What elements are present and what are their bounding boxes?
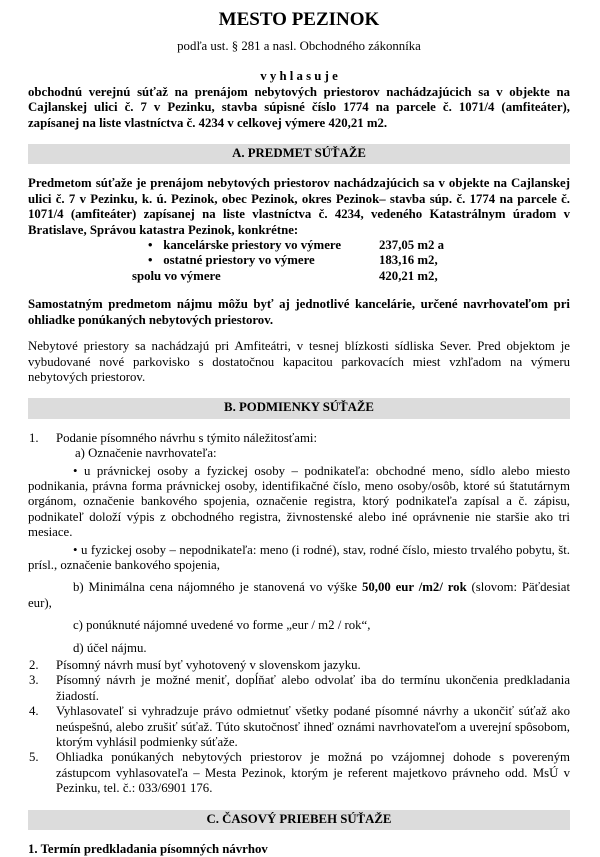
section-a-note: Nebytové priestory sa nachádzajú pri Amfiteátri, v tesnej blízkosti sídliska Sever. Pred objektom je vybudované nové parkovisko s dostatočnou kapacitou parkovacích miest vzhľadom na výmeru nebytových priestorov.	[28, 339, 570, 384]
item-1c: c) ponúknuté nájomné uvedené vo forme „eur / m2 / rok“,	[73, 618, 371, 633]
area-value: 183,16 m2,	[379, 253, 438, 268]
list-number: 1.	[29, 430, 39, 445]
item-1a: a) Označenie navrhovateľa:	[75, 446, 217, 461]
section-b-header	[28, 398, 570, 418]
item-1d: d) účel nájmu.	[73, 640, 147, 655]
intro-paragraph: obchodnú verejnú súťaž na prenájom nebytových priestorov nachádzajúcich sa v objekte na Cajlanskej ulici č. 7 v Pezinku, stavba súpisné číslo 1774 na parcele č. 1071/4 (amfiteáter), zapísanej na liste vlastníctva č. 4234 v celkovej výmere 420,21 m2.	[28, 84, 570, 130]
item-1a-bullet-natural: • u fyzickej osoby – nepodnikateľa: meno (i rodné), stav, rodné číslo, miesto trvalého pobytu, št. prísl., označenie bankového spojenia,	[28, 542, 570, 572]
doc-title: MESTO PEZINOK	[218, 9, 380, 30]
list-item-4	[28, 704, 570, 750]
section-a-paragraph: Predmetom súťaže je prenájom nebytových priestorov nachádzajúcich sa v objekte na Cajlanskej ulici č. 7 v Pezinku, k. ú. Pezinok, obec Pezinok, okres Pezinok– stavba súp. č. 1774 na parcele č. 1071/4 (amfiteáter) zapísanej na liste vlastníctva č. 4234, vedeného Katastrálnym úradom v Bratislave, Správou katastra Pezinok, konkrétne:	[28, 176, 570, 237]
list-item-1	[28, 431, 570, 446]
bullet-icon: •	[148, 238, 153, 253]
section-a-title: A. PREDMET SÚŤAŽE	[232, 146, 366, 161]
list-text: Vyhlasovateľ si vyhradzuje právo odmietnuť všetky podané písomné návrhy a ukončiť súťaž ako neúspešnú, alebo zrušiť súťaž. Túto skutočnosť ihneď oznámi navrhovateľom a uverejní spôsobom, ktorým vyhlásil podmienky súťaže.	[56, 704, 570, 750]
list-number: 4.	[29, 704, 39, 719]
section-a-header	[28, 144, 570, 164]
area-row-offices	[132, 238, 570, 253]
area-row-total	[132, 269, 570, 284]
item-1b-suffix: (slovom: Päťdesiat eur),	[28, 580, 570, 610]
bullet-icon: •	[148, 253, 153, 268]
list-item-2	[28, 658, 570, 673]
list-text: Písomný návrh musí byť vyhotovený v slovenskom jazyku.	[56, 658, 361, 672]
list-number: 5.	[29, 750, 39, 765]
section-a-note-bold: Samostatným predmetom nájmu môžu byť aj jednotlivé kancelárie, určené navrhovateľom pri ohliadke ponúkaných nebytových priestorov.	[28, 297, 570, 327]
item-1b	[28, 580, 570, 611]
section-c-heading-1: 1. Termín predkladania písomných návrhov	[28, 842, 268, 857]
area-row-other	[132, 253, 570, 268]
doc-subtitle: podľa ust. § 281 a nasl. Obchodného zákonníka	[177, 39, 421, 53]
list-text: Písomný návrh je možné meniť, dopĺňať alebo odvolať iba do termínu ukončenia predkladania žiadostí.	[56, 673, 570, 703]
list-text: Ohliadka ponúkaných nebytových priestorov je možná po vzájomnej dohode s povereným zástupcom vyhlasovateľa – Mesta Pezinok, ktorým je referent majetkovo právneho odd. MsÚ v Pezinku, tel. č.: 033/6901 176.	[56, 750, 570, 796]
list-text: Podanie písomného návrhu s týmito náležitosťami:	[56, 430, 318, 445]
list-item-3	[28, 673, 570, 704]
section-c-title: C. ČASOVÝ PRIEBEH SÚŤAŽE	[206, 811, 392, 826]
section-b-title: B. PODMIENKY SÚŤAŽE	[224, 400, 374, 415]
list-number: 2.	[29, 658, 39, 672]
list-item-5	[28, 750, 570, 796]
item-1b-price: 50,00 eur /m2/ rok	[361, 580, 467, 595]
area-label: spolu vo výmere	[132, 268, 221, 283]
announce-word: v y h l a s u j e	[260, 69, 338, 84]
area-list	[132, 238, 570, 284]
list-number: 3.	[29, 673, 39, 688]
item-1a-bullet-legal: • u právnickej osoby a fyzickej osoby – podnikateľa: obchodné meno, sídlo alebo miesto podnikania, právna forma právnickej osoby, identifikačné číslo, meno osoby/osôb, ktoré sú štatutárnym orgánom, označenie bankového spojenia, označenie registra, ktorý podnikateľa zapísal a č. zápisu, podnikateľ doloží výpis z obchodného registra, živnostenské alebo iné oprávnenie nie staršie ako tri mesiace.	[28, 463, 570, 540]
area-label: kancelárske priestory vo výmere	[163, 238, 342, 253]
area-value: 237,05 m2 a	[379, 238, 445, 253]
section-c-header	[28, 810, 570, 830]
area-label: ostatné priestory vo výmere	[163, 253, 315, 268]
item-1b-prefix: b) Minimálna cena nájomného je stanovená vo výške	[73, 580, 362, 595]
area-value: 420,21 m2,	[379, 268, 438, 283]
